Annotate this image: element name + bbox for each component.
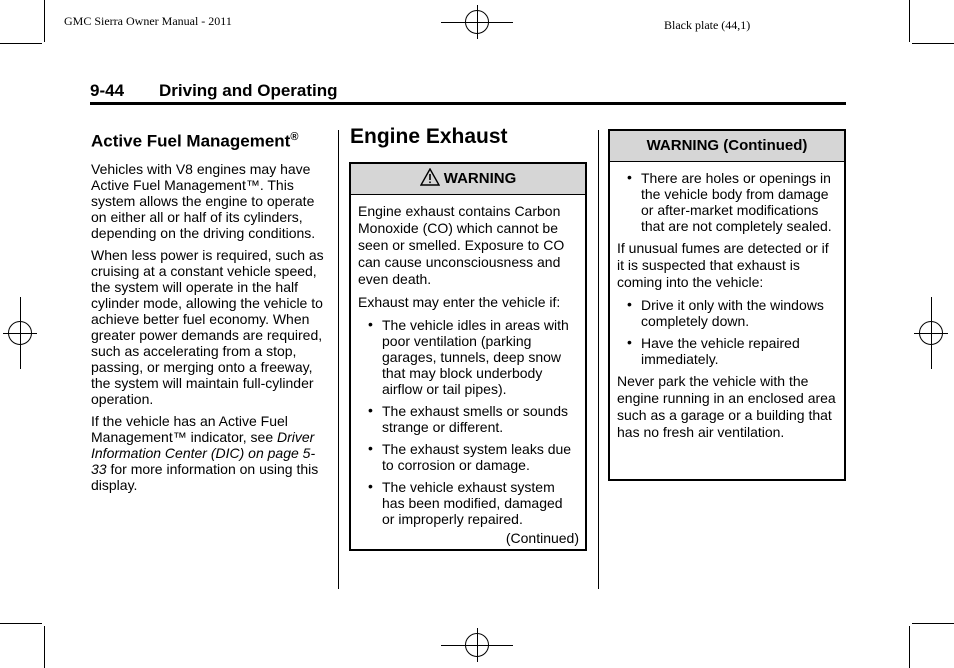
header-rule	[90, 102, 846, 105]
list-item: • The exhaust system leaks due to corrosion or damage.	[368, 440, 572, 473]
crop-mark	[44, 626, 45, 668]
plate-label: Black plate (44,1)	[664, 18, 751, 32]
warning-bullet-list	[617, 170, 836, 234]
document-title: GMC Sierra Owner Manual - 2011	[64, 14, 232, 28]
warning-text: Exhaust may enter the vehicle if:	[358, 294, 561, 310]
crop-mark	[909, 0, 910, 42]
cross-reference-link[interactable]: Driver Information Center (DIC) on page 5-33	[91, 428, 316, 477]
list-item: • The exhaust smells or sounds strange or different.	[368, 402, 568, 435]
page-number: 9-44	[90, 81, 125, 100]
list-item: • There are holes or openings in the vehicle body from damage or after-market modifications that are not completely sealed.	[627, 169, 832, 234]
list-item: • The vehicle idles in areas with poor ventilation (parking garages, tunnels, deep snow that may block underbody airflow or tail pipes).	[368, 316, 569, 397]
paragraph: When less power is required, such as cruising at a constant vehicle speed, the system will operate in the half cylinder mode, allowing the vehicle to achieve better fuel economy. When greater power demands are required, such as accelerating from a stop, passing, or merging onto a freeway, the system will maintain full-cylinder operation.	[91, 246, 324, 407]
list-item: • The vehicle exhaust system has been modified, damaged or improperly repaired.	[368, 478, 563, 527]
warning-continued-box	[608, 129, 846, 481]
warning-text: Engine exhaust contains Carbon Monoxide (CO) which cannot be seen or smelled. Exposure to CO can cause unconsciousness and even death.	[358, 203, 565, 287]
paragraph: If the vehicle has an Active Fuel Management™ indicator, see Driver Information Center (DIC) on page 5-33 for more information on using this display.	[91, 412, 319, 493]
continued-label: (Continued)	[505, 530, 579, 546]
warning-text: If unusual fumes are detected or if it is suspected that exhaust is coming into the vehicle:	[617, 240, 829, 290]
crop-mark	[912, 623, 954, 624]
warning-text: Never park the vehicle with the engine running in an enclosed area such as a garage or a building that has no fresh air ventilation.	[617, 373, 836, 440]
registered-mark: ®	[290, 131, 299, 143]
list-item: • Drive it only with the windows completely down.	[627, 296, 824, 329]
crop-mark	[0, 43, 42, 44]
crop-mark	[44, 0, 45, 42]
paragraph: Vehicles with V8 engines may have Active Fuel Management™. This system allows the engine to operate on either all or half of its cylinders, depending on the driving conditions.	[91, 160, 316, 241]
warning-box	[349, 162, 587, 551]
crop-mark	[0, 623, 42, 624]
crop-mark	[912, 43, 954, 44]
column-divider	[338, 130, 339, 589]
crop-mark	[909, 626, 910, 668]
warning-header: WARNING	[351, 164, 585, 195]
column-divider	[598, 130, 599, 589]
section-heading: Active Fuel Management®	[91, 131, 299, 151]
warning-exclamation-icon	[420, 168, 440, 186]
warning-bullet-list	[617, 297, 836, 367]
section-heading: Engine Exhaust	[350, 125, 508, 148]
warning-bullet-list	[358, 317, 577, 527]
warning-header: WARNING (Continued)	[610, 131, 844, 162]
left-column	[91, 126, 327, 499]
section-title: Driving and Operating	[159, 81, 338, 100]
list-item: • Have the vehicle repaired immediately.	[627, 334, 800, 367]
